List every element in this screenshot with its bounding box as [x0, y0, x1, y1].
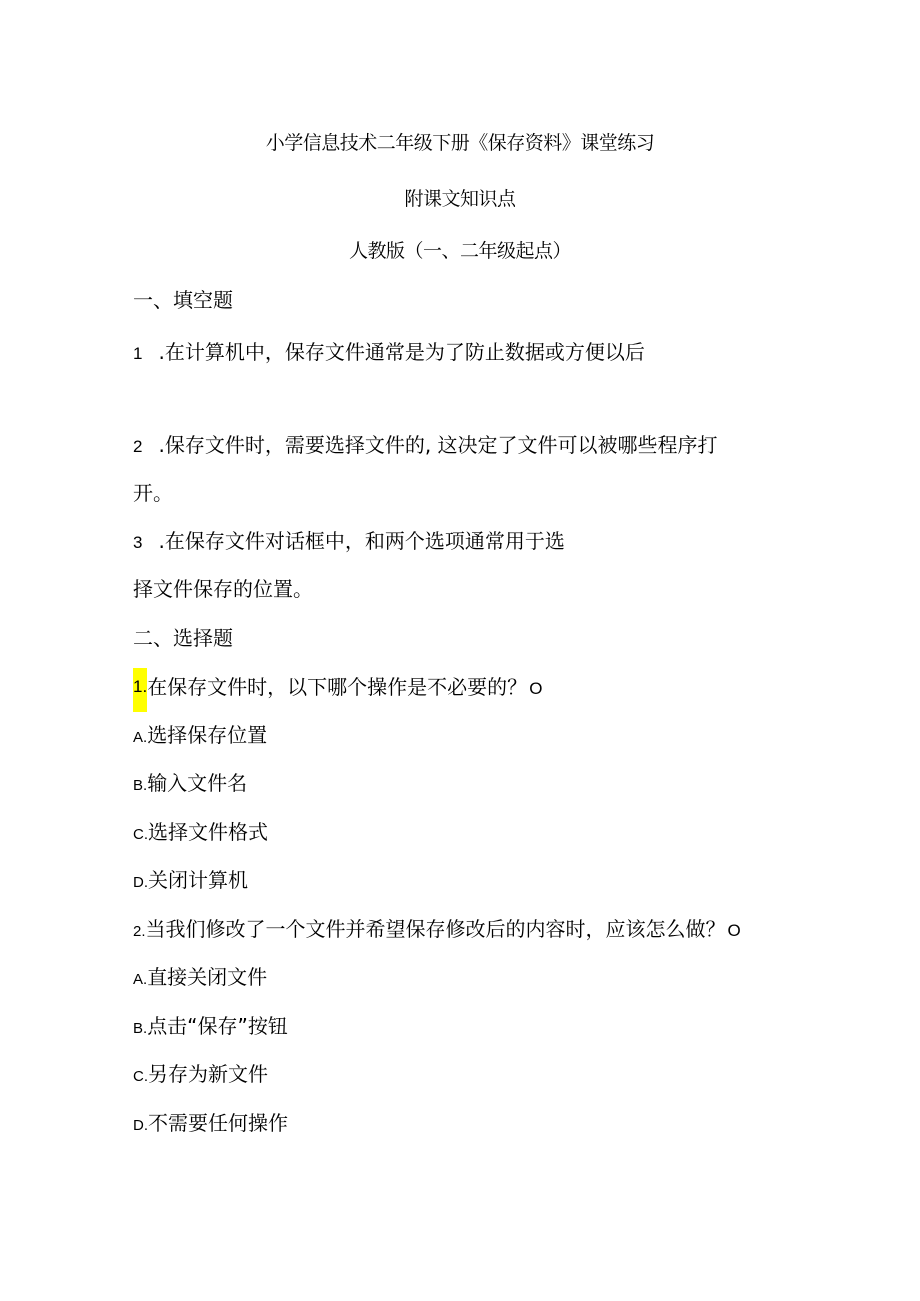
- question-text: 当我们修改了一个文件并希望保存修改后的内容时，应该怎么做？: [145, 917, 726, 941]
- question-number: 2: [133, 437, 143, 456]
- choice-question-1: [133, 674, 542, 712]
- choice-question-2: [133, 916, 741, 945]
- option-text: 选择保存位置: [147, 723, 268, 747]
- fill-blank-question-2: [133, 432, 718, 460]
- choice-q2-option-a: [133, 964, 267, 993]
- document-subtitle: 附课文知识点: [404, 188, 516, 210]
- choice-q2-option-d: [133, 1110, 288, 1139]
- choice-q1-option-d: [133, 867, 248, 896]
- choice-q2-option-c: [133, 1061, 268, 1090]
- option-text: 输入文件名: [147, 771, 248, 795]
- fill-blank-question-1: [133, 339, 645, 367]
- choice-q2-option-b: [133, 1013, 288, 1042]
- question-text: 在保存文件时，以下哪个操作是不必要的？: [147, 675, 528, 699]
- option-letter: C.: [133, 1068, 148, 1085]
- question-text: .在计算机中，保存文件通常是为了防止数据或方便以后: [158, 340, 645, 364]
- option-letter: C.: [133, 826, 148, 843]
- choice-q1-option-c: [133, 819, 268, 848]
- answer-blank-mark: O: [529, 679, 543, 698]
- option-letter: D.: [133, 874, 148, 891]
- option-letter: A.: [133, 971, 148, 988]
- document-edition: 人教版（一、二年级起点）: [348, 240, 571, 262]
- question-number: 1: [133, 344, 143, 363]
- choice-q1-option-a: [133, 722, 267, 751]
- highlighted-question-number: 1.: [133, 668, 147, 712]
- question-text: .保存文件时，需要选择文件的, 这决定了文件可以被哪些程序打: [158, 433, 718, 457]
- option-letter: B.: [133, 1020, 148, 1037]
- choice-q1-option-b: [133, 770, 247, 799]
- fill-blank-question-3-continued: 择文件保存的位置。: [133, 577, 313, 601]
- section-heading-multiple-choice: 二、选择题: [133, 626, 233, 650]
- option-text: 另存为新文件: [148, 1062, 268, 1086]
- option-text: 点击“保存”按钮: [147, 1014, 288, 1038]
- option-text: 选择文件格式: [148, 820, 268, 844]
- section-heading-fill-blank: 一、填空题: [133, 288, 233, 312]
- option-text: 关闭计算机: [148, 868, 248, 892]
- question-text: .在保存文件对话框中，和两个选项通常用于选: [158, 529, 565, 553]
- answer-blank-mark: O: [727, 921, 741, 940]
- option-letter: D.: [133, 1117, 148, 1134]
- fill-blank-question-3: [133, 528, 565, 556]
- question-number: 2.: [133, 923, 146, 940]
- document-title: 小学信息技术二年级下册《保存资料》课堂练习: [265, 132, 655, 154]
- option-letter: B.: [133, 777, 148, 794]
- option-text: 直接关闭文件: [147, 965, 268, 989]
- option-letter: A.: [133, 729, 148, 746]
- fill-blank-question-2-continued: 开。: [133, 481, 173, 505]
- option-text: 不需要任何操作: [148, 1111, 288, 1135]
- question-number: 3: [133, 533, 143, 552]
